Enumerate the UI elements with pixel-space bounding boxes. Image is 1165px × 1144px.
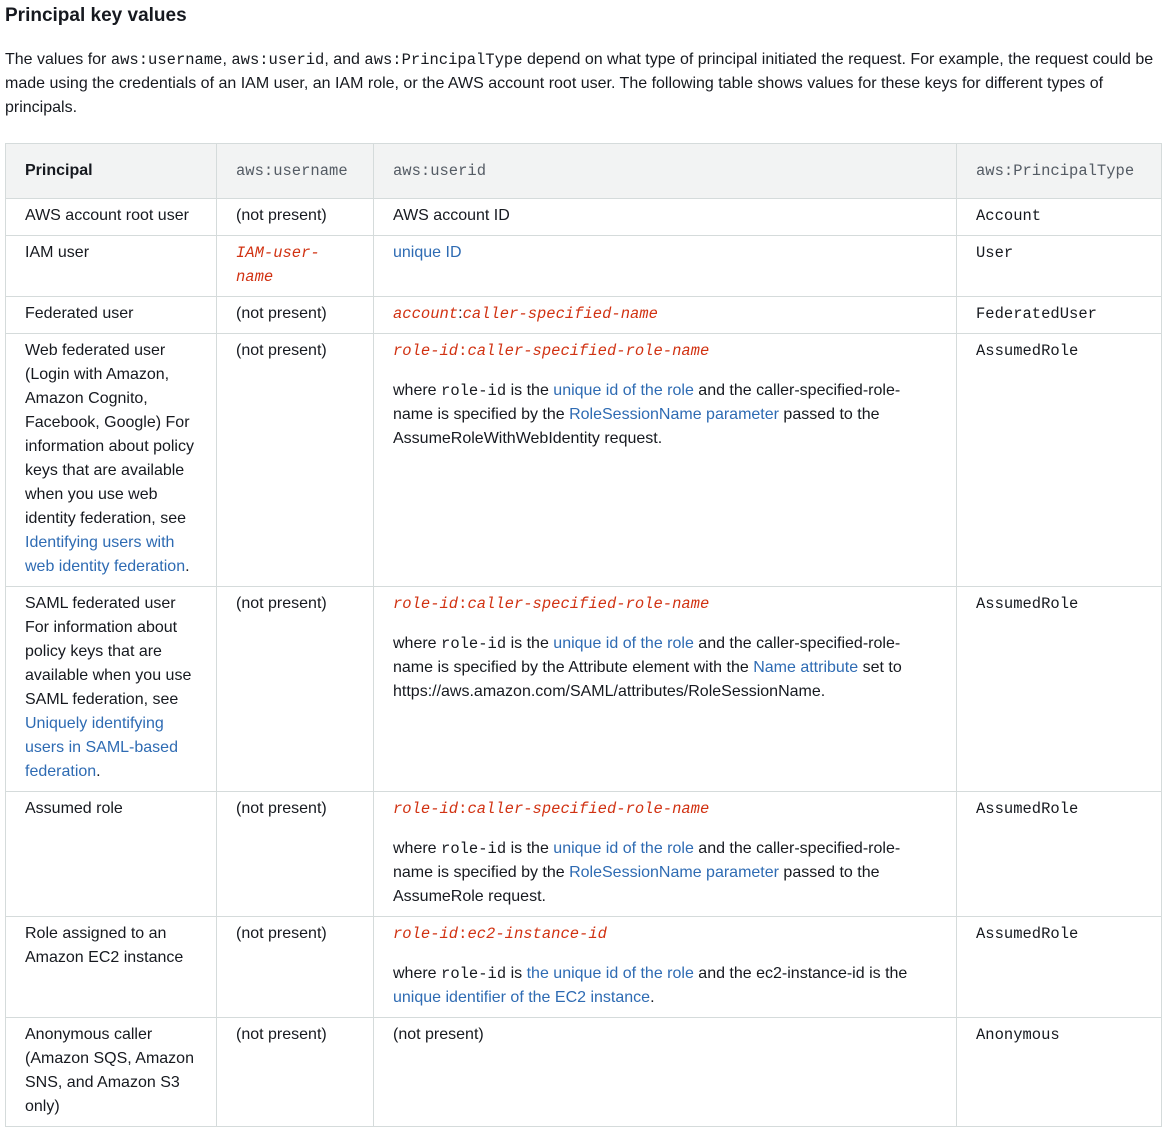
cell-principal-type: AssumedRole — [957, 587, 1162, 792]
userid-separator: : — [458, 342, 468, 360]
cell-principal: Assumed role — [6, 792, 217, 917]
intro-text: , and — [324, 51, 365, 68]
userid-separator: : — [458, 595, 468, 613]
cell-userid: AWS account ID — [374, 199, 957, 236]
cell-userid — [374, 334, 957, 587]
userid-variable: account — [393, 305, 459, 323]
userid-text: passed to the AssumeRole request. — [393, 864, 880, 905]
principal-end: . — [185, 558, 190, 575]
cell-userid — [374, 792, 957, 917]
page-heading: Principal key values — [5, 5, 187, 26]
table-row — [6, 297, 1162, 334]
userid-variable: caller-specified-role-name — [467, 342, 710, 360]
cell-userid — [374, 236, 957, 297]
cell-username: (not present) — [217, 199, 374, 236]
userid-variable: role-id — [393, 342, 459, 360]
web-identity-federation-link[interactable]: Identifying users with web identity federation — [25, 534, 186, 575]
userid-text: and the caller-specified-role-name is specified by the — [393, 382, 901, 423]
intro-text: , — [222, 51, 232, 68]
cell-principal-type: FederatedUser — [957, 297, 1162, 334]
cell-username — [217, 236, 374, 297]
cell-principal — [6, 587, 217, 792]
userid-text: is the — [506, 382, 554, 399]
unique-id-of-role-link[interactable]: the unique id of the role — [526, 965, 694, 982]
cell-username: (not present) — [217, 917, 374, 1018]
table-row — [6, 792, 1162, 917]
principal-text: Web federated user (Login with Amazon, Amazon Cognito, Facebook, Google) — [25, 342, 170, 431]
table-row — [6, 236, 1162, 297]
cell-principal-type: Account — [957, 199, 1162, 236]
ec2-instance-identifier-link[interactable]: unique identifier of the EC2 instance — [393, 989, 651, 1006]
table-row — [6, 917, 1162, 1018]
userid-separator: : — [458, 925, 468, 943]
cell-username: (not present) — [217, 792, 374, 917]
table-row — [6, 1018, 1162, 1127]
column-header-username: aws:username — [217, 144, 374, 199]
cell-principal-type: User — [957, 236, 1162, 297]
userid-separator: : — [458, 305, 463, 322]
userid-variable: caller-specified-role-name — [467, 800, 710, 818]
principal-text: SAML federated user — [25, 595, 176, 612]
principal-info: For information about policy keys that are available when you use web identity federation, see — [25, 414, 194, 527]
cell-principal: Federated user — [6, 297, 217, 334]
table-row — [6, 199, 1162, 236]
userid-variable: caller-specified-name — [462, 305, 658, 323]
cell-principal-type: Anonymous — [957, 1018, 1162, 1127]
intro-code: aws:PrincipalType — [364, 51, 523, 69]
column-header-principal-type: aws:PrincipalType — [957, 144, 1162, 199]
cell-principal — [6, 334, 217, 587]
userid-text: is — [506, 965, 527, 982]
cell-principal: Anonymous caller (Amazon SQS, Amazon SNS, and Amazon S3 only) — [6, 1018, 217, 1127]
cell-principal-type: AssumedRole — [957, 334, 1162, 587]
cell-userid — [374, 917, 957, 1018]
name-attribute-link[interactable]: Name attribute — [753, 659, 859, 676]
role-id-code: role-id — [441, 635, 507, 653]
username-variable: IAM-user-name — [236, 244, 320, 286]
column-header-principal: Principal — [6, 144, 217, 199]
principal-end: . — [96, 763, 101, 780]
userid-text: and the ec2-instance-id is the — [693, 965, 908, 982]
table-row — [6, 334, 1162, 587]
role-session-name-link[interactable]: RoleSessionName parameter — [569, 406, 779, 423]
table-row — [6, 587, 1162, 792]
userid-variable: role-id — [393, 595, 459, 613]
userid-variable: role-id — [393, 925, 459, 943]
userid-text: . — [650, 989, 655, 1006]
role-id-code: role-id — [441, 382, 507, 400]
userid-text: is the — [506, 635, 554, 652]
unique-id-of-role-link[interactable]: unique id of the role — [553, 382, 694, 399]
column-header-userid: aws:userid — [374, 144, 957, 199]
role-id-code: role-id — [441, 840, 507, 858]
principal-info: For information about policy keys that are available when you use SAML federation, see — [25, 619, 192, 708]
userid-text: set to https://aws.amazon.com/SAML/attributes/RoleSessionName. — [393, 659, 902, 700]
cell-principal-type: AssumedRole — [957, 792, 1162, 917]
userid-variable: caller-specified-role-name — [467, 595, 710, 613]
cell-userid — [374, 587, 957, 792]
userid-text: where — [393, 965, 442, 982]
table-header-row — [6, 144, 1162, 199]
cell-principal: IAM user — [6, 236, 217, 297]
cell-principal: Role assigned to an Amazon EC2 instance — [6, 917, 217, 1018]
cell-username: (not present) — [217, 1018, 374, 1127]
unique-id-link[interactable]: unique ID — [393, 244, 462, 261]
unique-id-of-role-link[interactable]: unique id of the role — [553, 840, 694, 857]
role-id-code: role-id — [441, 965, 507, 983]
userid-text: and the caller-specified-role-name is specified by the Attribute element with the — [393, 635, 901, 676]
userid-text: is the — [506, 840, 554, 857]
saml-federation-link[interactable]: Uniquely identifying users in SAML-based federation — [25, 715, 178, 780]
intro-code: aws:username — [110, 51, 223, 69]
principal-key-values-table — [5, 143, 1162, 1127]
userid-variable: role-id — [393, 800, 459, 818]
userid-variable: ec2-instance-id — [467, 925, 607, 943]
intro-text: The values for — [5, 51, 111, 68]
cell-userid: (not present) — [374, 1018, 957, 1127]
cell-username: (not present) — [217, 297, 374, 334]
userid-text: passed to the AssumeRoleWithWebIdentity request. — [393, 406, 880, 447]
cell-principal-type: AssumedRole — [957, 917, 1162, 1018]
userid-text: where — [393, 840, 442, 857]
role-session-name-link[interactable]: RoleSessionName parameter — [569, 864, 779, 881]
cell-userid — [374, 297, 957, 334]
intro-text: depend on what type of principal initiated the request. For example, the request could be made using the credentials of an IAM user, an IAM role, or the AWS account root user. The following table shows values for these keys for different types of principals. — [5, 51, 1154, 116]
cell-principal: AWS account root user — [6, 199, 217, 236]
userid-text: and the caller-specified-role-name is specified by the — [393, 840, 901, 881]
unique-id-of-role-link[interactable]: unique id of the role — [553, 635, 694, 652]
cell-username: (not present) — [217, 587, 374, 792]
userid-separator: : — [458, 800, 468, 818]
userid-text: where — [393, 382, 442, 399]
intro-code: aws:userid — [231, 51, 325, 69]
cell-username: (not present) — [217, 334, 374, 587]
intro-paragraph — [5, 48, 1160, 120]
userid-text: where — [393, 635, 442, 652]
